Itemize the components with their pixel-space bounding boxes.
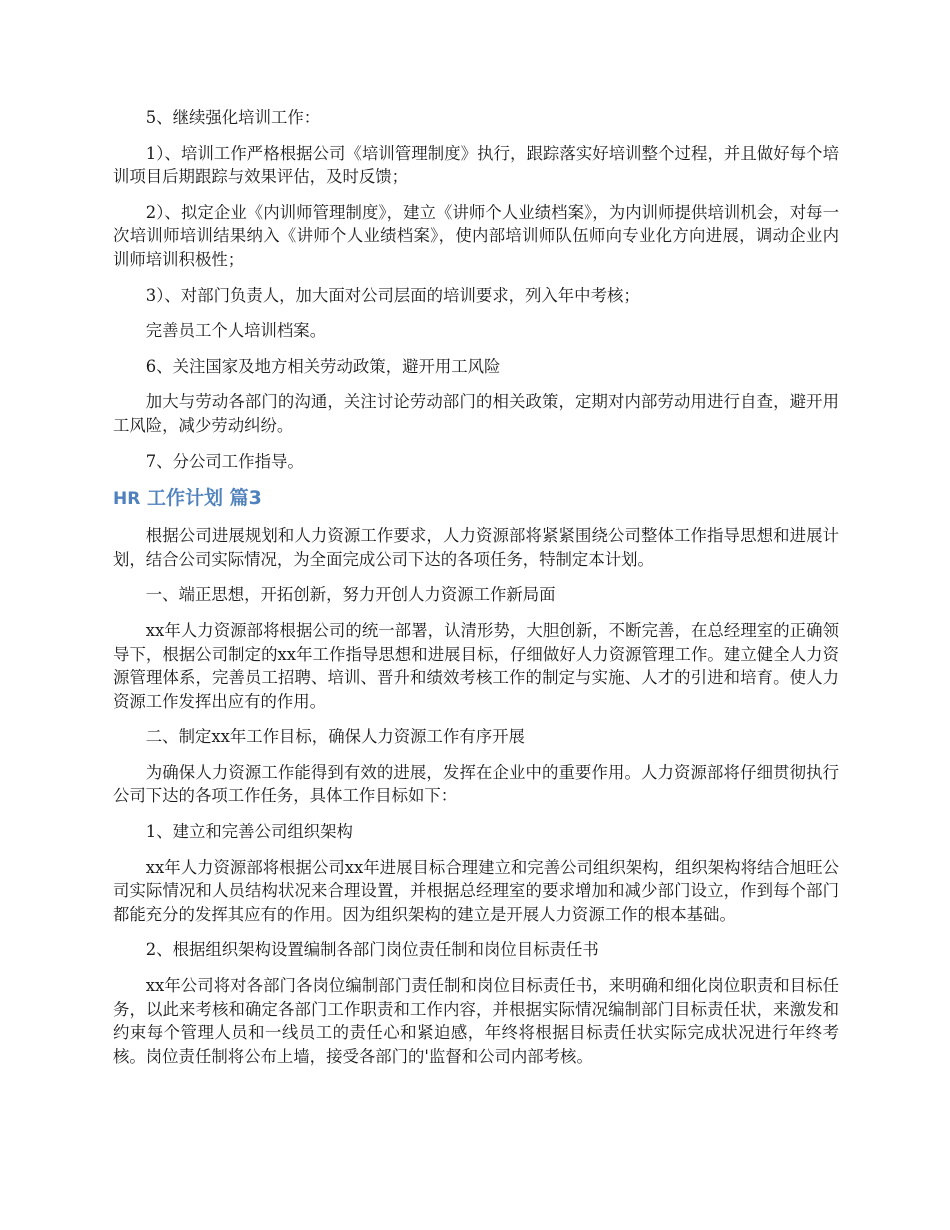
paragraph-responsibility-body: xx年公司将对各部门各岗位编制部门责任制和岗位目标责任书，来明确和细化岗位职责和目标任务，以此来考核和确定各部门工作职责和工作内容，并根据实际情况编制部门目标责任状，来激发和约束每个管理人员和一线员工的责任心和紧迫感，年终将根据目标责任状实际完成状况进行年终考核。岗位责任制将公布上墙，接受各部门的'监督和公司内部考核。 (113, 976, 839, 1066)
paragraph-section-two-body: 为确保人力资源工作能得到有效的进展，发挥在企业中的重要作用。人力资源部将仔细贯彻执行公司下达的各项工作任务，具体工作目标如下： (113, 762, 839, 806)
paragraph-training-archive: 完善员工个人培训档案。 (145, 321, 327, 341)
paragraph-training-heading: 5、继续强化培训工作： (145, 108, 321, 127)
document-page (113, 106, 839, 1080)
paragraph-training-item-2: 2）、拟定企业《内训师管理制度》，建立《讲师个人业绩档案》，为内训师提供培训机会，对每一次培训师培训结果纳入《讲师个人业绩档案》，使内部培训师队伍师向专业化方向进展，调动企业内训师培训积极性； (113, 202, 839, 269)
paragraph-labor-policy-heading: 6、关注国家及地方相关劳动政策，避开用工风险 (145, 356, 501, 376)
paragraph-training-item-3: 3）、对部门负责人，加大面对公司层面的培训要求，列入年中考核； (145, 285, 640, 305)
heading-title: 工作计划 篇3 (146, 487, 262, 510)
paragraph-org-structure-body: xx年人力资源部将根据公司xx年进展目标合理建立和完善公司组织架构，组织架构将结合旭旺公司实际情况和人员结构状况来合理设置，并根据总经理室的要求增加和减少部门设立，作到每个部门都能充分的发挥其应有的作用。因为组织架构的建立是开展人力资源工作的根本基础。 (113, 857, 839, 924)
paragraph-section-one-heading: 一、端正思想，开拓创新，努力开创人力资源工作新局面 (145, 585, 556, 605)
section-heading (113, 485, 839, 512)
paragraph-training-item-1: 1）、培训工作严格根据公司《培训管理制度》执行，跟踪落实好培训整个过程，并且做好每个培训项目后期跟踪与效果评估，及时反馈； (113, 143, 839, 187)
heading-prefix: HR (113, 489, 141, 510)
paragraph-section-two-heading: 二、制定xx年工作目标，确保人力资源工作有序开展 (145, 727, 525, 747)
paragraph-labor-policy-body: 加大与劳动各部门的沟通，关注讨论劳动部门的相关政策，定期对内部劳动用进行自查，避开用工风险，减少劳动纠纷。 (113, 392, 839, 435)
paragraph-org-structure-heading: 1、建立和完善公司组织架构 (145, 822, 353, 842)
paragraph-branch-guidance: 7、分公司工作指导。 (145, 451, 304, 471)
paragraph-section-one-body: xx年人力资源部将根据公司的统一部署，认清形势，大胆创新，不断完善，在总经理室的正确领导下，根据公司制定的xx年工作指导思想和进展目标，仔细做好人力资源管理工作。建立健全人力资源管理体系，完善员工招聘、培训、晋升和绩效考核工作的制定与实施、人才的引进和培育。使人力资源工作发挥出应有的作用。 (113, 620, 839, 711)
paragraph-responsibility-heading: 2、根据组织架构设置编制各部门岗位责任制和岗位目标责任书 (145, 940, 599, 960)
paragraph-intro: 根据公司进展规划和人力资源工作要求，人力资源部将紧紧围绕公司整体工作指导思想和进展计划，结合公司实际情况，为全面完成公司下达的各项任务，特制定本计划。 (113, 526, 839, 569)
